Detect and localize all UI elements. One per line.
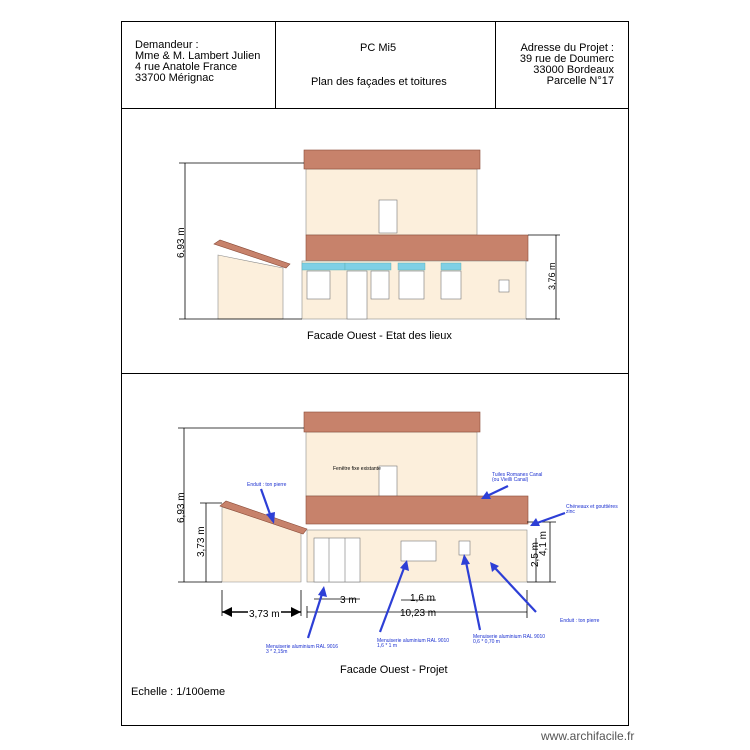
note-fixed-window: Fenêtre fixe existante: [333, 466, 381, 472]
project-city: 33000 Bordeaux: [533, 64, 614, 76]
existing-lintel-2: [345, 263, 391, 270]
note-joinery-bay: Menuiserie aluminium RAL 9016 3 * 2,15m: [266, 644, 339, 655]
project-upper-window: [379, 466, 397, 496]
project-bay-width-label: 3 m: [340, 595, 357, 606]
project-parcel: Parcelle N°17: [546, 75, 614, 87]
project-annex-height-label: 3,73 m: [196, 526, 207, 557]
note-joinery-window: Menuiserie aluminium RAL 9010 1,6 * 1 m: [377, 638, 450, 649]
existing-ground-height-label: 3,76 m: [547, 262, 557, 290]
project-window-width-label: 1,6 m: [410, 593, 436, 604]
existing-facade: [179, 150, 560, 319]
applicant-street: 4 rue Anatole France: [135, 61, 238, 73]
existing-annex-wall: [218, 255, 283, 319]
project-address-title: Adresse du Projet :: [520, 42, 614, 54]
project-caption: Facade Ouest - Projet: [340, 664, 448, 676]
applicant-title: Demandeur :: [135, 39, 199, 51]
doc-title: Plan des façades et toitures: [311, 76, 447, 88]
applicant-name: Mme & M. Lambert Julien: [135, 50, 261, 62]
existing-total-height-label: 6,93 m: [176, 227, 187, 258]
project-window: [401, 541, 436, 561]
project-street: 39 rue de Doumerc: [519, 53, 614, 65]
existing-lintel-1: [302, 263, 345, 270]
project-window-height-label: 2,5 m: [530, 541, 541, 567]
project-upper-roof: [304, 412, 480, 432]
note-tiles: Tuiles Romanes Canal (ou Vieilli Canal): [492, 472, 543, 483]
project-main-width-label: 10,23 m: [400, 608, 437, 619]
existing-window-2: [371, 271, 389, 299]
note-render-annex: Enduit : ton pierre: [247, 482, 287, 488]
project-eave-height-label: 4,1 m: [538, 530, 549, 556]
existing-caption: Facade Ouest - Etat des lieux: [307, 330, 452, 342]
existing-window-3: [399, 271, 424, 299]
note-render-main: Enduit : ton pierre: [560, 618, 600, 624]
existing-upper-roof: [304, 150, 480, 169]
arrow-gutters: [537, 513, 565, 523]
arrow-joinery-bay: [308, 594, 322, 638]
project-facade: [178, 412, 565, 638]
existing-lower-roof: [306, 235, 528, 261]
arrow-render-annex: [261, 489, 271, 517]
applicant-city: 33700 Mérignac: [135, 72, 214, 84]
note-joinery-small: Menuiserie aluminium RAL 9010 0,6 * 0,70 m: [473, 634, 546, 645]
project-lower-roof: [306, 496, 528, 524]
existing-door: [347, 271, 367, 319]
project-bay-window: [314, 538, 360, 582]
existing-window-5: [499, 280, 509, 292]
project-annex-width-label: 3,73 m: [249, 609, 280, 620]
scale-label: Echelle : 1/100eme: [131, 686, 226, 698]
doc-code: PC Mi5: [360, 42, 397, 54]
arrow-tiles: [487, 486, 508, 496]
existing-window-4: [441, 271, 461, 299]
note-gutters: Chéneaux et gouttières zinc: [566, 504, 618, 515]
existing-lintel-4: [441, 263, 461, 270]
project-total-height-label: 6,93 m: [176, 492, 187, 523]
project-small-window: [459, 541, 470, 555]
existing-lintel-3: [398, 263, 425, 270]
existing-window-1: [307, 271, 330, 299]
watermark: www.archifacile.fr: [541, 729, 635, 743]
existing-upper-window: [379, 200, 397, 233]
